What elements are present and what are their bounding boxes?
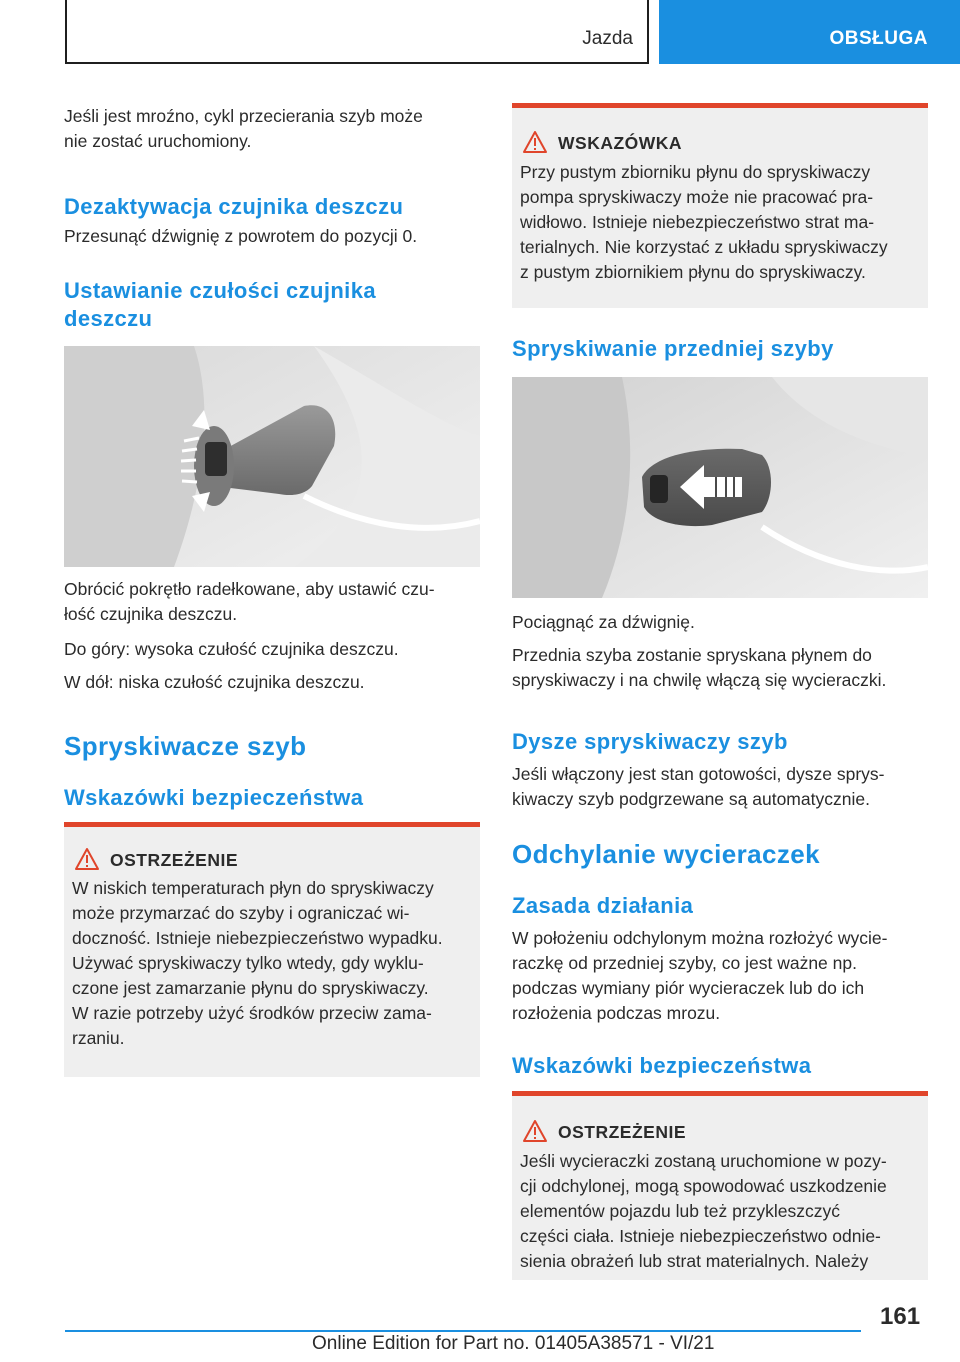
principle-paragraph: W położeniu odchylonym można rozłożyć wycie- raczkę od przedniej szyby, co jest ważne np. podczas wymiany piór wycieraczek lub do ich rozłożenia podczas mrozu.: [512, 928, 888, 1023]
heading-deactivate: Dezaktywacja czujnika deszczu: [64, 194, 404, 219]
notice-bar: [512, 103, 928, 108]
washer-lever-image: [512, 377, 928, 598]
heading-fold: Odchylanie wycieraczek: [512, 839, 820, 869]
heading-washers: Spryskiwacze szyb: [64, 731, 307, 761]
footer-divider: [65, 1330, 861, 1332]
deactivate-paragraph: Przesunąć dźwignię z powrotem do pozycji 0.: [64, 226, 418, 246]
warning-box-right: [512, 1091, 928, 1280]
warning-title: OSTRZEŻENIE: [110, 850, 239, 870]
front-wash-paragraph: Przednia szyba zostanie spryskana płynem do spryskiwaczy i na chwilę włączą się wycieraczki.: [512, 645, 887, 690]
washer-lever-illustration: [512, 377, 928, 598]
heading-nozzles: Dysze spryskiwaczy szyb: [512, 729, 788, 754]
notice-triangle-icon: [522, 130, 548, 154]
notice-title: WSKAZÓWKA: [558, 133, 683, 153]
warning-box-left: [64, 822, 480, 1077]
down-paragraph: W dół: niska czułość czujnika deszczu.: [64, 672, 365, 692]
edition-text: Online Edition for Part no. 01405A38571 - VI/21: [312, 1333, 715, 1354]
rain-sensor-knob-illustration: [64, 346, 480, 567]
warning-bar: [64, 822, 480, 827]
notice-box: [512, 103, 928, 308]
header-chapter-label: OBSŁUGA: [829, 28, 928, 49]
warning-triangle-icon: [74, 847, 100, 871]
warning-title: OSTRZEŻENIE: [558, 1122, 687, 1142]
page-number: 161: [880, 1303, 921, 1330]
up-paragraph: Do góry: wysoka czułość czujnika deszczu.: [64, 639, 399, 659]
rain-sensor-knob-image: [64, 346, 480, 567]
header-section-label: Jazda: [582, 28, 633, 49]
warning-text: Jeśli wycieraczki zostaną uruchomione w pozy- cji odchylonej, mogą spowodować uszkodzenie elementów pojazdu lub też przykleszczyć części ciała. Istnieje niebezpieczeństwo odnie- sienia obrażeń lub strat materialnych. Należy: [520, 1151, 887, 1271]
intro-paragraph: Jeśli jest mroźno, cykl przecierania szyb może nie zostać uruchomiony.: [64, 106, 423, 151]
heading-sensitivity: Ustawianie czułości czujnika deszczu: [64, 278, 376, 331]
sensitivity-paragraph: Obrócić pokrętło radełkowane, aby ustawić czu- łość czujnika deszczu.: [64, 579, 435, 624]
pull-paragraph: Pociągnąć za dźwignię.: [512, 612, 695, 632]
warning-text: W niskich temperaturach płyn do spryskiwaczy może przymarzać do szyby i ograniczać wi- doczność. Istnieje niebezpieczeństwo wypadku. Używać spryskiwaczy tylko wtedy, gdy wyklu- czone jest zamarzanie płynu do spryskiwaczy. W razie potrzeby użyć środków przeciw zama- rzaniu.: [72, 878, 443, 1048]
heading-principle: Zasada działania: [512, 893, 694, 918]
warning-triangle-icon: [522, 1119, 548, 1143]
header-section-box: [65, 0, 649, 64]
heading-safety-right: Wskazówki bezpieczeństwa: [512, 1053, 812, 1078]
heading-safety-left: Wskazówki bezpieczeństwa: [64, 785, 364, 810]
nozzles-paragraph: Jeśli włączony jest stan gotowości, dysze sprys- kiwaczy szyb podgrzewane są automatycznie.: [512, 764, 885, 809]
heading-front-wash: Spryskiwanie przedniej szyby: [512, 336, 834, 361]
warning-bar: [512, 1091, 928, 1096]
notice-text: Przy pustym zbiorniku płynu do spryskiwaczy pompa spryskiwaczy może nie pracować pra- widłowo. Istnieje niebezpieczeństwo strat ma- terialnych. Nie korzystać z układu spryskiwaczy z pustym zbiornikiem płynu do spryskiwaczy.: [520, 162, 888, 282]
header-chapter-tab: [659, 0, 960, 64]
